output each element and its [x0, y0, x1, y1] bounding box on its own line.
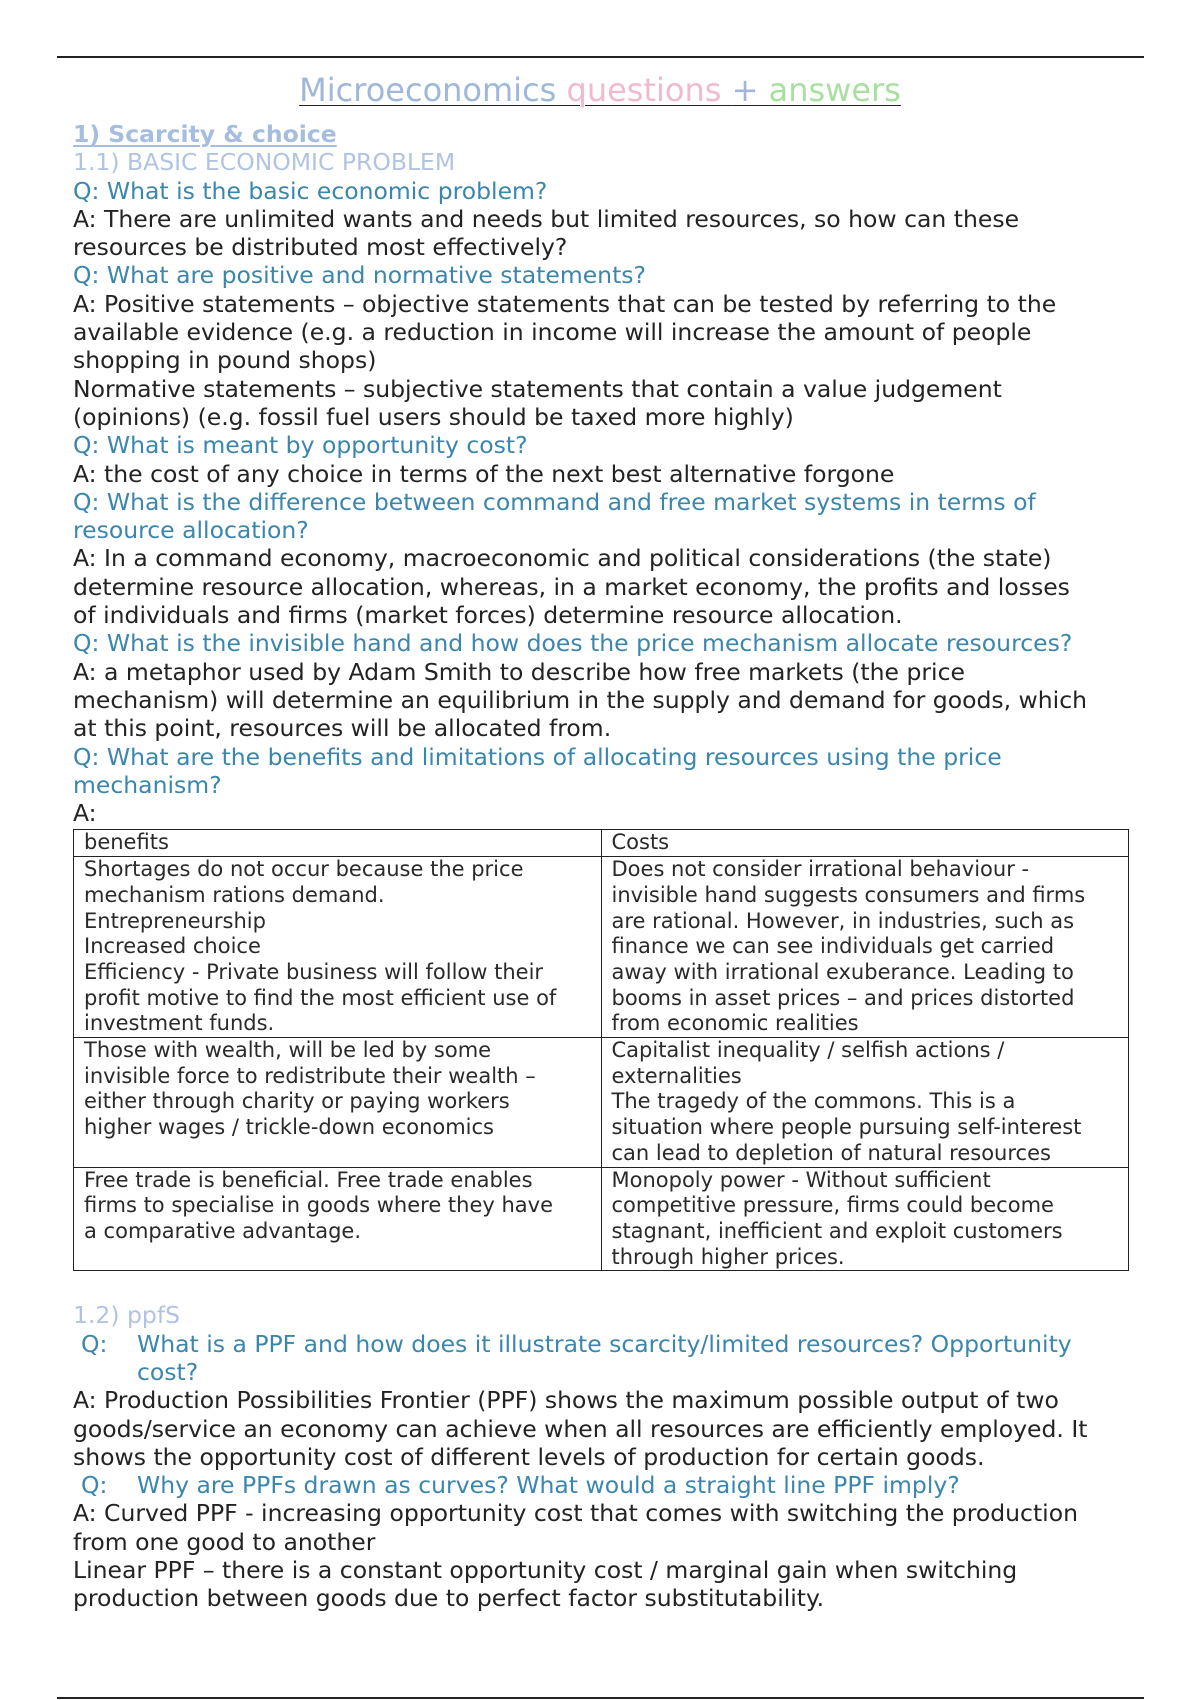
- qa-block: [73, 431, 1133, 488]
- qa-block: [73, 177, 1133, 262]
- answer-text: at this point, resources will be allocated from.: [73, 714, 612, 743]
- cell-line: Efficiency - Private business will follow their: [84, 959, 544, 984]
- question-label: Q:: [81, 1471, 108, 1500]
- table-cell-cost: [601, 1167, 1129, 1271]
- header-benefits: benefits: [84, 830, 169, 855]
- cell-line: Increased choice: [84, 934, 261, 959]
- cell-line: profit motive to find the most efficient use of: [84, 985, 557, 1010]
- question-text: Q: What are the benefits and limitations of allocating resources using the price: [73, 742, 1002, 771]
- cell-line: firms to specialise in goods where they have: [84, 1193, 554, 1218]
- qa-block: [73, 1330, 1133, 1471]
- answer-text: A: a metaphor used by Adam Smith to describe how free markets (the price: [73, 657, 965, 686]
- cell-line: Free trade is beneficial. Free trade enables: [84, 1167, 533, 1192]
- cell-line: either through charity or paying workers: [84, 1089, 510, 1114]
- table-header-cell: [74, 830, 602, 857]
- bottom-rule: [57, 1697, 1144, 1699]
- question-label: Q:: [81, 1329, 108, 1358]
- answer-text: mechanism) will determine an equilibrium in the supply and demand for goods, which: [73, 685, 1088, 714]
- table-cell-benefit: [74, 857, 602, 1038]
- question-text: resource allocation?: [73, 516, 309, 545]
- top-rule: [57, 56, 1144, 58]
- title-word-microeconomics: Microeconomics: [299, 71, 557, 109]
- cell-line: stagnant, inefficient and exploit customers: [611, 1218, 1063, 1243]
- answer-text: production between goods due to perfect factor substitutability.: [73, 1584, 825, 1613]
- cell-line: can lead to depletion of natural resources: [611, 1140, 1051, 1165]
- cell-line: through higher prices.: [611, 1244, 845, 1269]
- cell-line: Capitalist inequality / selfish actions /: [611, 1038, 1005, 1063]
- answer-text: A: the cost of any choice in terms of the next best alternative forgone: [73, 459, 895, 488]
- cell-line: Does not consider irrational behaviour -: [611, 857, 1030, 882]
- cell-line: Shortages do not occur because the price: [84, 857, 524, 882]
- section-heading: 1) Scarcity & choice: [73, 120, 337, 148]
- cell-line: higher wages / trickle-down economics: [84, 1115, 495, 1140]
- answer-text: available evidence (e.g. a reduction in income will increase the amount of people: [73, 318, 1032, 347]
- document-title: [0, 68, 1200, 112]
- question-text: [73, 1330, 1133, 1358]
- question-text: [73, 1471, 1133, 1499]
- table-row: [74, 857, 1129, 1038]
- question-text: mechanism?: [73, 770, 222, 799]
- qa-block: [73, 488, 1133, 629]
- cell-line: booms in asset prices – and prices distorted: [611, 985, 1075, 1010]
- document-body: [73, 120, 1133, 1613]
- answer-text: shopping in pound shops): [73, 346, 377, 375]
- question-line: What is a PPF and how does it illustrate scarcity/limited resources? Opportunity: [137, 1329, 1072, 1358]
- question-text: Q: What is the basic economic problem?: [73, 176, 548, 205]
- answer-text: of individuals and firms (market forces) determine resource allocation.: [73, 601, 903, 630]
- cell-line: away with irrational exuberance. Leading to: [611, 959, 1074, 984]
- title-word-questions: questions: [566, 71, 722, 109]
- answer-text: A: In a command economy, macroeconomic and political considerations (the state): [73, 544, 1052, 573]
- answer-text: resources be distributed most effectively?: [73, 233, 568, 262]
- qa-block: [73, 629, 1133, 742]
- cell-line: are rational. However, in industries, such as: [611, 908, 1075, 933]
- subsection-heading: 1.1) BASIC ECONOMIC PROBLEM: [73, 148, 456, 177]
- cell-line: The tragedy of the commons. This is a: [611, 1089, 1016, 1114]
- table-cell-benefit: [74, 1038, 602, 1168]
- qa-block: [73, 261, 1133, 431]
- answer-text: goods/service an economy can achieve when all resources are efficiently employed. It: [73, 1414, 1088, 1443]
- answer-text: (opinions) (e.g. fossil fuel users should be taxed more highly): [73, 402, 794, 431]
- table-header-cell: [601, 830, 1129, 857]
- answer-text: A: Positive statements – objective statements that can be tested by referring to the: [73, 289, 1057, 318]
- answer-text: A:: [73, 799, 97, 828]
- table-row: [74, 1167, 1129, 1271]
- qa-block: [73, 1471, 1133, 1612]
- cell-line: investment funds.: [84, 1011, 275, 1036]
- question-line: Why are PPFs drawn as curves? What would a straight line PPF imply?: [137, 1471, 960, 1500]
- cell-line: invisible hand suggests consumers and firms: [611, 882, 1086, 907]
- cell-line: competitive pressure, firms could become: [611, 1193, 1054, 1218]
- answer-text: shows the opportunity cost of different levels of production for certain goods.: [73, 1442, 985, 1471]
- question-text: Q: What is meant by opportunity cost?: [73, 431, 528, 460]
- answer-text: from one good to another: [73, 1527, 376, 1556]
- title-word-answers: answers: [768, 71, 901, 109]
- question-line: cost?: [137, 1357, 199, 1386]
- table-cell-benefit: [74, 1167, 602, 1271]
- table-header-row: [74, 830, 1129, 857]
- header-costs: Costs: [611, 830, 670, 855]
- answer-text: Normative statements – subjective statements that contain a value judgement: [73, 374, 1002, 403]
- cell-line: externalities: [611, 1063, 742, 1088]
- cell-line: Monopoly power - Without sufficient: [611, 1167, 991, 1192]
- cell-line: Entrepreneurship: [84, 908, 266, 933]
- table-row: [74, 1038, 1129, 1168]
- cell-line: a comparative advantage.: [84, 1218, 362, 1243]
- table-cell-cost: [601, 1038, 1129, 1168]
- question-text: Q: What is the invisible hand and how does the price mechanism allocate resources?: [73, 629, 1073, 658]
- answer-text: A: Curved PPF - increasing opportunity cost that comes with switching the production: [73, 1499, 1078, 1528]
- benefits-costs-table: [73, 829, 1129, 1271]
- answer-text: Linear PPF – there is a constant opportunity cost / marginal gain when switching: [73, 1556, 1018, 1585]
- table-cell-cost: [601, 857, 1129, 1038]
- qa-block: [73, 743, 1133, 828]
- title-plus: +: [731, 71, 759, 109]
- cell-line: mechanism rations demand.: [84, 882, 385, 907]
- question-text: [73, 1358, 1133, 1386]
- cell-line: from economic realities: [611, 1011, 859, 1036]
- cell-line: finance we can see individuals get carried: [611, 934, 1055, 959]
- answer-text: A: Production Possibilities Frontier (PPF) shows the maximum possible output of two: [73, 1386, 1059, 1415]
- answer-text: A: There are unlimited wants and needs but limited resources, so how can these: [73, 204, 1020, 233]
- cell-line: Those with wealth, will be led by some: [84, 1038, 492, 1063]
- subsection-heading: 1.2) ppfS: [73, 1301, 181, 1330]
- cell-line: situation where people pursuing self-interest: [611, 1115, 1082, 1140]
- question-text: Q: What is the difference between command and free market systems in terms of: [73, 487, 1036, 516]
- answer-text: determine resource allocation, whereas, in a market economy, the profits and losses: [73, 572, 1070, 601]
- question-text: Q: What are positive and normative statements?: [73, 261, 646, 290]
- cell-line: invisible force to redistribute their wealth –: [84, 1063, 536, 1088]
